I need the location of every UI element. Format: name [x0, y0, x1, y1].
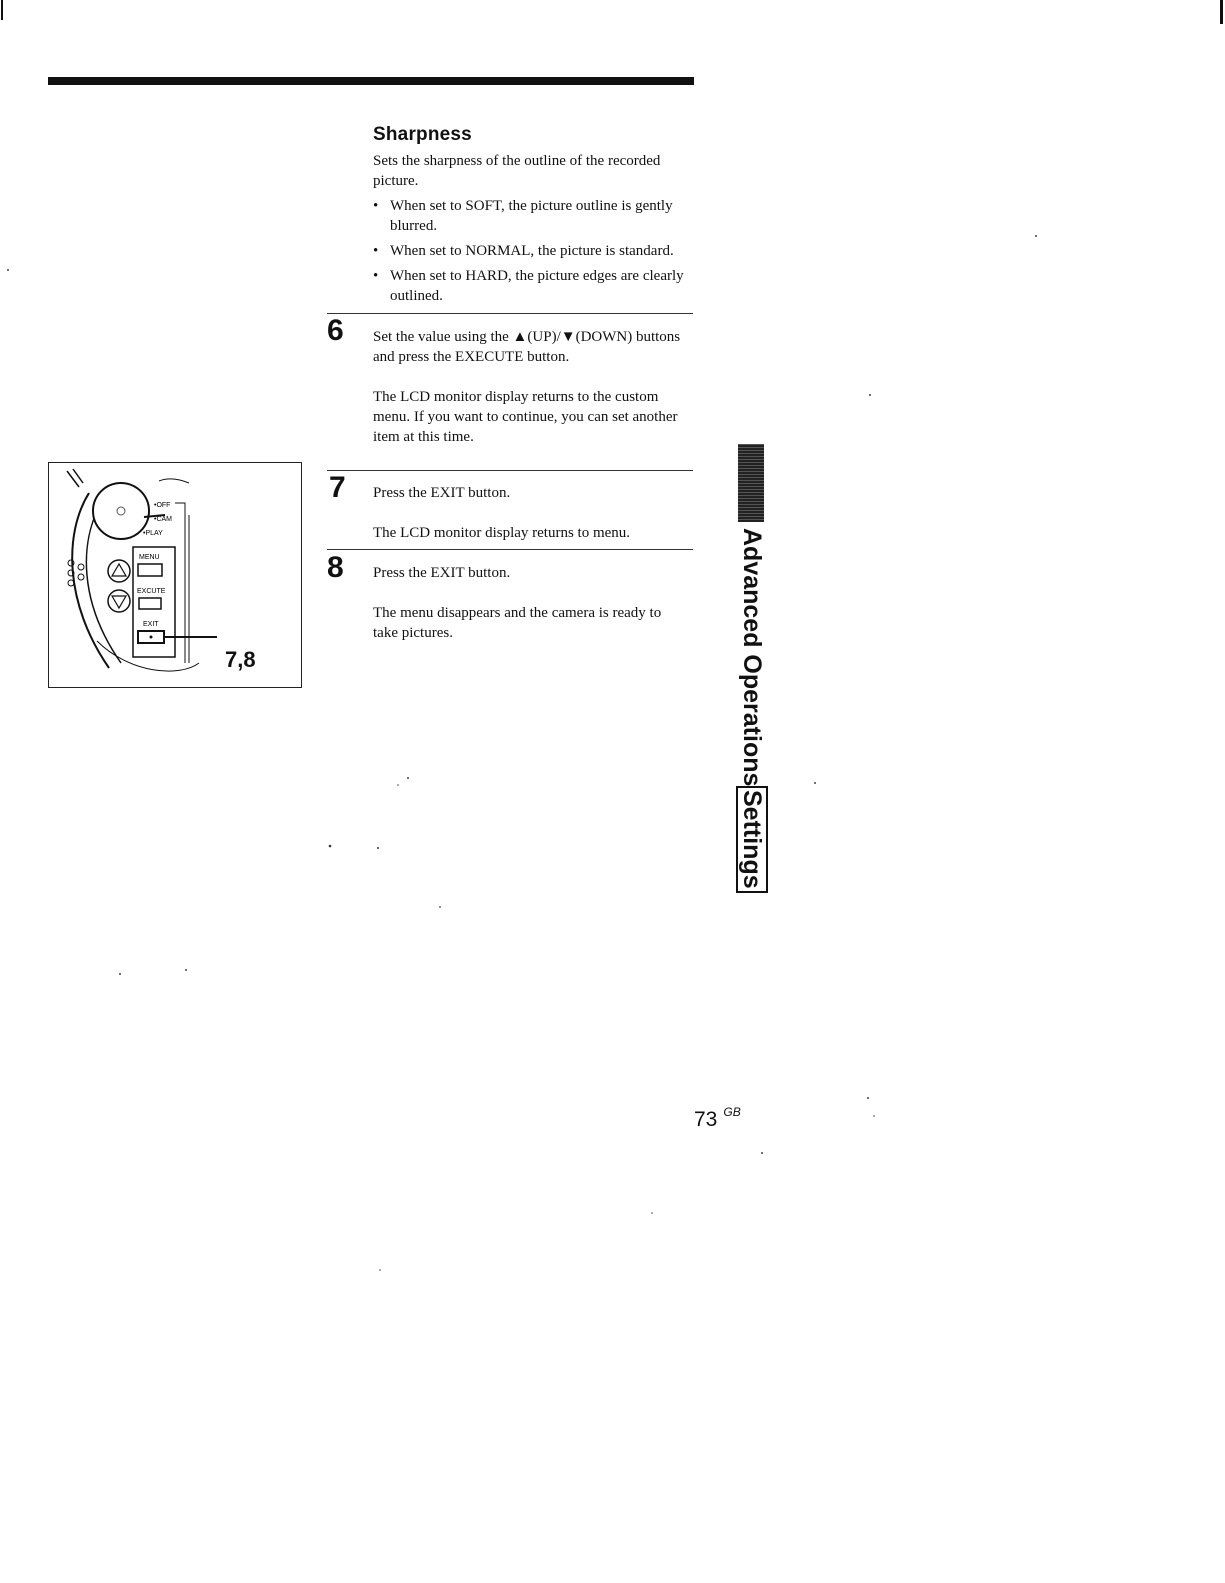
chapter-subtitle-boxed: Settings: [736, 786, 768, 893]
label-off: •OFF: [154, 502, 171, 509]
bullet-dot: •: [373, 268, 379, 284]
step-result: The LCD monitor display returns to the custom menu. If you want to continue, you can set another item at this time.: [373, 389, 678, 445]
page-suffix: GB: [723, 1105, 741, 1119]
step-number: 6: [327, 314, 344, 347]
bullet-text: When set to SOFT, the picture outline is gently blurred.: [390, 198, 673, 234]
bullet-dot: •: [373, 243, 379, 259]
step-result: The menu disappears and the camera is ready to take pictures.: [373, 605, 662, 641]
step-result: The LCD monitor display returns to menu.: [373, 525, 631, 541]
section-intro: Sets the sharpness of the outline of the recorded picture.: [373, 153, 661, 189]
bullet-text: When set to NORMAL, the picture is standard.: [390, 243, 674, 259]
page-number-value: 73: [694, 1108, 718, 1131]
step-number: 8: [327, 551, 344, 584]
bullet-text: When set to HARD, the picture edges are clearly outlined.: [390, 268, 684, 304]
step-instruction: Press the EXIT button.: [373, 485, 511, 501]
label-cam: •CAM: [154, 516, 173, 523]
bullet-dot: •: [373, 198, 379, 214]
figure-callout: 7,8: [225, 647, 256, 672]
label-play: •PLAY: [143, 530, 163, 537]
label-exit: EXIT: [143, 621, 159, 628]
step-number: 7: [329, 471, 346, 504]
label-menu: MENU: [139, 554, 160, 561]
section-heading: Sharpness: [373, 124, 472, 145]
step-instruction: Set the value using the ▲(UP)/▼(DOWN) buttons and press the EXECUTE button.: [373, 329, 681, 365]
step-instruction: Press the EXIT button.: [373, 565, 511, 581]
label-execute: EXCUTE: [137, 588, 166, 595]
chapter-title: Advanced Operations: [738, 528, 766, 787]
